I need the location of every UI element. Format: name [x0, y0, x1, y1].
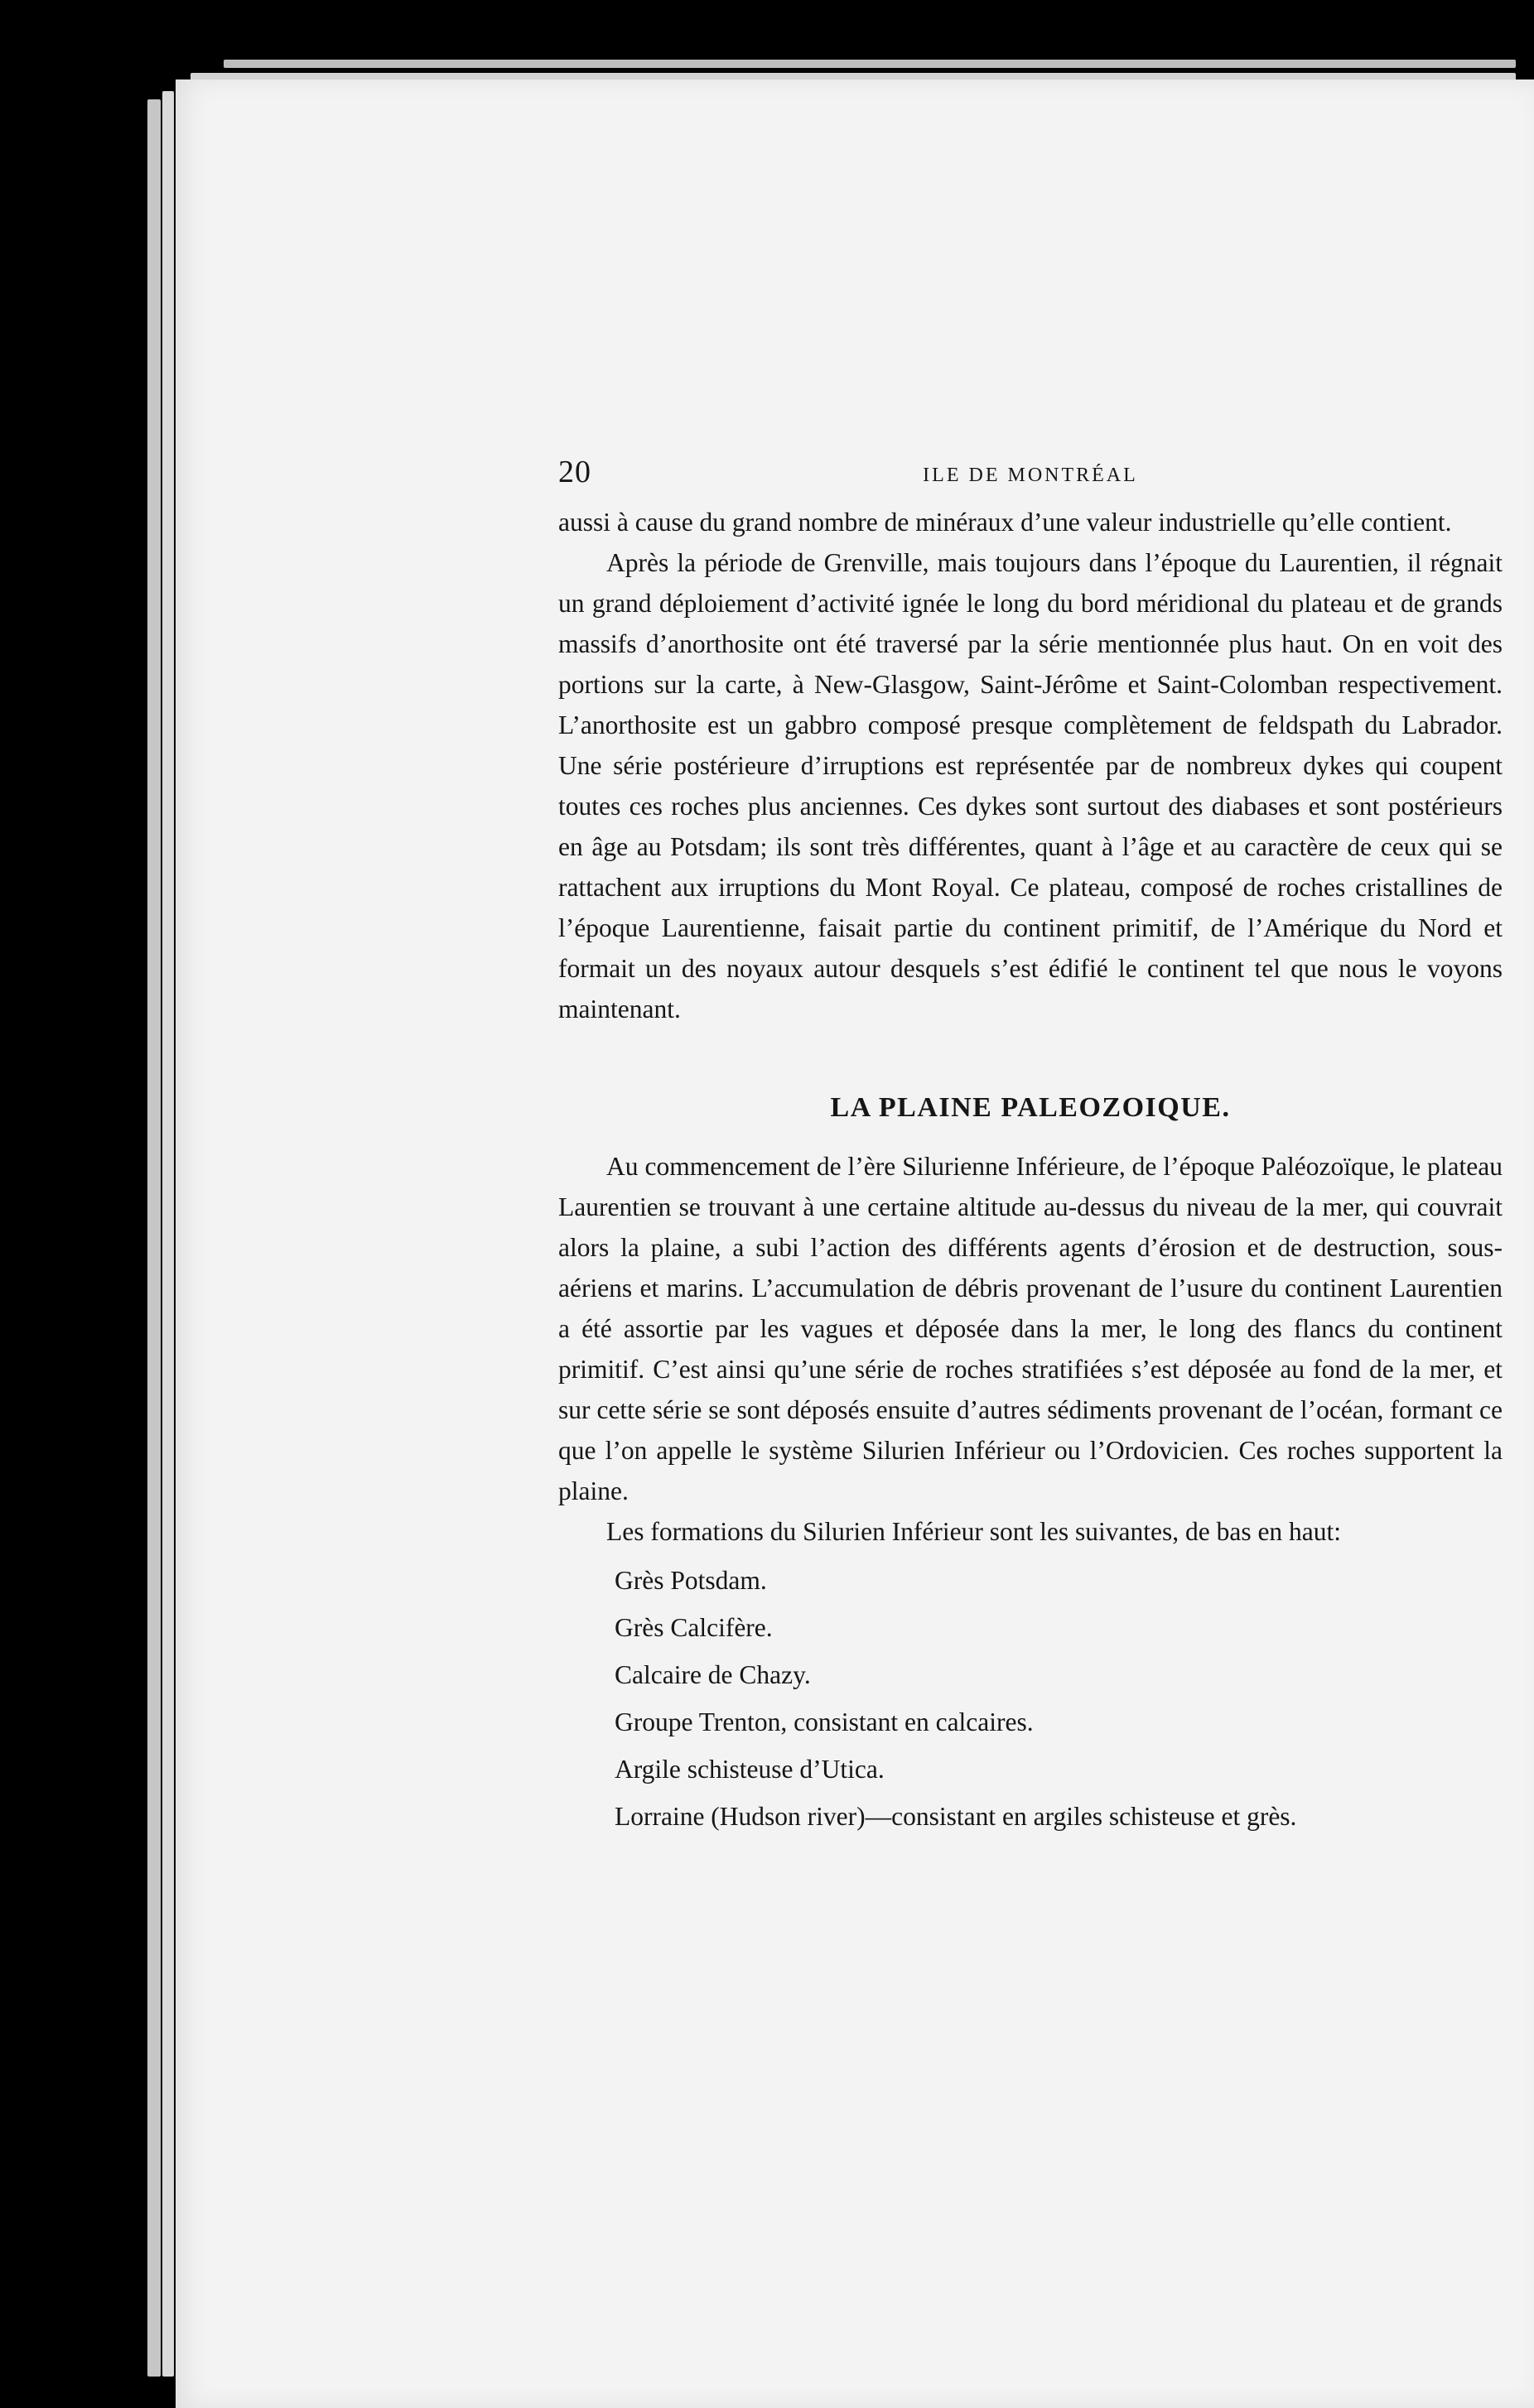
list-item: Calcaire de Chazy. [615, 1660, 811, 1689]
page-text-block [558, 452, 1503, 1840]
paragraph-silurian: Au commencement de l’ère Silurienne Inférieure, de l’époque Paléozoïque, le plateau Laurentien se trouvant à une certaine altitude au-dessus du niveau de la mer, qui couvrait alors la plaine, a subi l’action des différents agents d’érosion et de destruction, sous-aériens et marins. L’accumulation de débris provenant de l’usure du continent Laurentien a été assortie par les vagues et déposée dans la mer, le long des flancs du continent primitif. C’est ainsi qu’une série de roches stratifiées s’est déposée au fond de la mer, et sur cette série se sont déposés ensuite d’autres sédiments provenant de l’océan, formant ce que l’on appelle le système Silurien Inférieur ou l’Ordovicien. Ces roches supportent la plaine. [558, 1152, 1503, 1505]
running-head [558, 452, 1503, 502]
list-item: Grès Potsdam. [615, 1566, 767, 1595]
list-item: Groupe Trenton, consistant en calcaires. [615, 1707, 1034, 1736]
list-item: Lorraine (Hudson river)—consistant en argiles schisteuse et grès. [615, 1802, 1297, 1831]
paragraph-formations-intro: Les formations du Silurien Inférieur sont les suivantes, de bas en haut: [606, 1517, 1342, 1546]
list-item: Grès Calcifère. [615, 1613, 773, 1642]
running-title: ILE DE MONTRÉAL [923, 465, 1138, 486]
page-stack-edge-left-inner [162, 91, 174, 2377]
book-page [176, 79, 1534, 2408]
paragraph-continued: aussi à cause du grand nombre de minéraux d’une valeur industrielle qu’elle contient. [558, 508, 1452, 537]
page-stack-edge-top [224, 60, 1516, 68]
section-heading: LA PLAINE PALEOZOIQUE. [830, 1092, 1231, 1123]
page-number: 20 [558, 455, 591, 489]
paragraph-grenville: Après la période de Grenville, mais toujours dans l’époque du Laurentien, il régnait un grand déploiement d’activité ignée le long du bord méridional du plateau et de grands massifs d’anorthosite ont été traversé par la série mentionnée plus haut. On en voit des portions sur la carte, à New-Glasgow, Saint-Jérôme et Saint-Colomban respectivement. L’anorthosite est un gabbro composé presque complètement de feldspath du Labrador. Une série postérieure d’irruptions est représentée par de nombreux dykes qui coupent toutes ces roches plus anciennes. Ces dykes sont surtout des diabases et sont postérieurs en âge au Potsdam; ils sont très différentes, quant à l’âge et au caractère de ceux qui se rattachent aux irruptions du Mont Royal. Ce plateau, composé de roches cristallines de l’époque Laurentienne, faisait partie du continent primitif, de l’Amérique du Nord et formait un des noyaux autour desquels s’est édifié le continent tel que nous le voyons maintenant. [558, 548, 1503, 1023]
formation-list [558, 1557, 1503, 1840]
list-item: Argile schisteuse d’Utica. [615, 1755, 885, 1784]
page-stack-edge-left [147, 99, 161, 2377]
